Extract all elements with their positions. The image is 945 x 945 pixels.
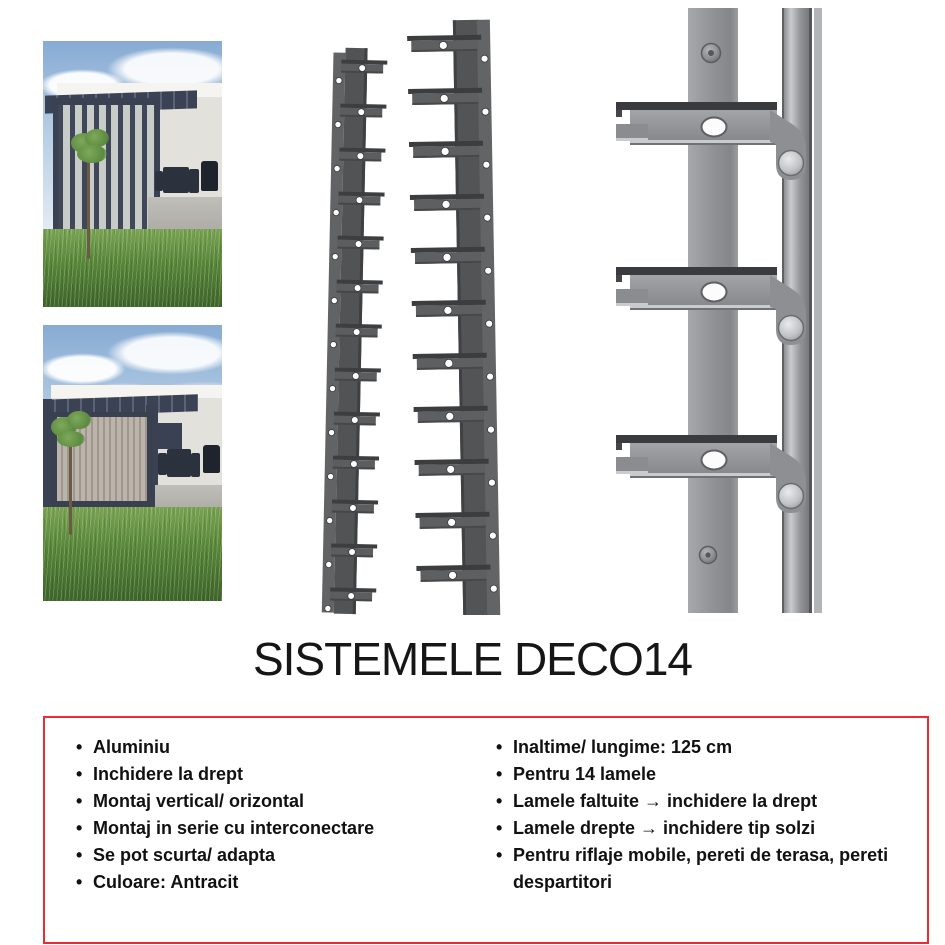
chair [158,453,167,475]
spec-item: • Inchidere la drept [71,761,467,788]
spec-item: • Montaj vertical/ orizontal [71,788,467,815]
tree-foliage [67,411,91,429]
spec-item: • Aluminiu [71,734,467,761]
rail-left [322,47,388,614]
image-bracket-closeup [600,8,915,613]
spec-item: • Lamele faltuite → inchidere la drept [491,788,895,815]
chair [155,171,163,191]
tree-trunk [69,443,72,535]
grass [43,229,222,307]
spec-item: • Montaj in serie cu interconectare [71,815,467,842]
spec-item: • Pentru 14 lamele [491,761,895,788]
grill [203,445,220,473]
photo-pergola-open-slats [43,41,222,307]
tree-foliage [57,431,85,447]
table [163,167,189,193]
chair [189,169,199,193]
window [158,423,182,449]
image-mounting-rails [300,15,510,615]
rail-right [407,20,500,615]
grill [201,161,218,191]
flat-bar [688,8,738,613]
spec-item: • Inaltime/ lungime: 125 cm [491,734,895,761]
tree-trunk [87,159,90,259]
page-title: SISTEMELE DECO14 [252,633,693,685]
photo-pergola-closed-panel [43,325,222,601]
chair [191,453,200,477]
spec-item: • Lamele drepte → inchidere tip solzi [491,815,895,842]
open-slat-panel [53,98,160,235]
specs-list-right [491,734,895,896]
spec-item: • Culoare: Antracit [71,869,467,896]
table [167,449,191,477]
spec-item: • Pentru riflaje mobile, pereti de terasa, pereti despartitori [491,842,895,896]
spec-item: • Se pot scurta/ adapta [71,842,467,869]
specs-box [43,716,929,944]
specs-list-left [71,734,467,896]
tree-foliage [77,145,107,163]
